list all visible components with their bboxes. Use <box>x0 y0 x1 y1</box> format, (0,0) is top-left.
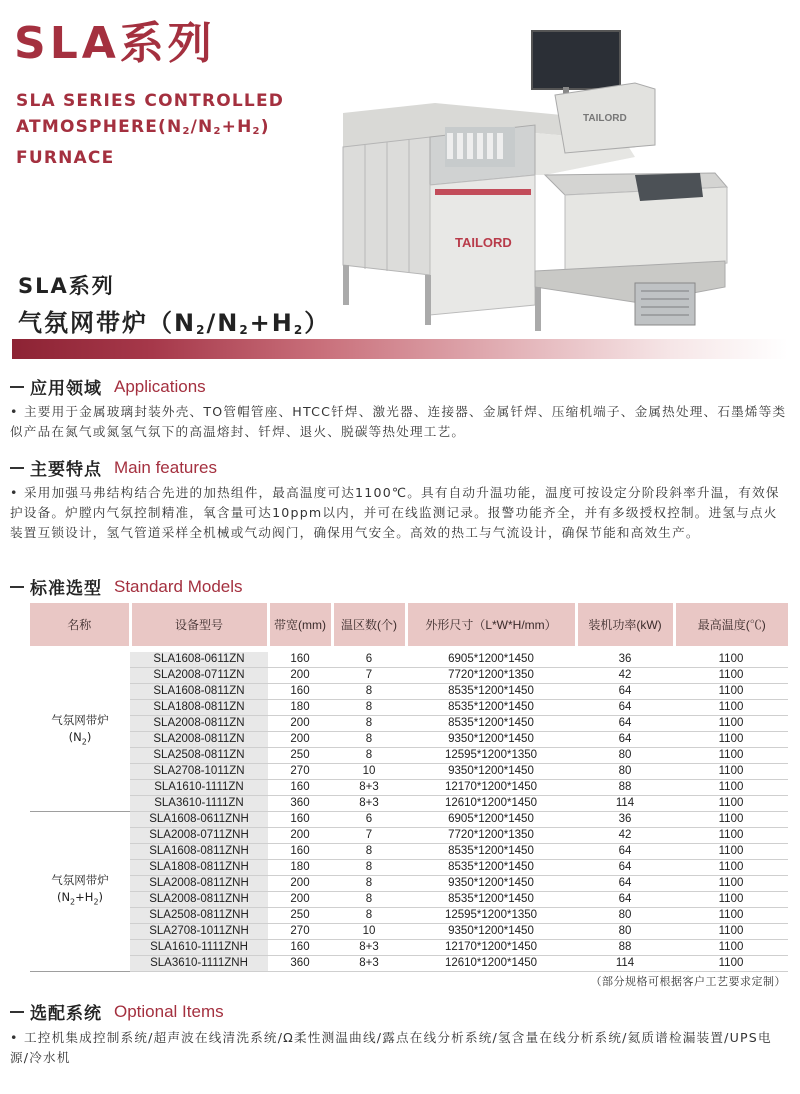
table-cell: 88 <box>576 940 674 956</box>
table-cell: 9350*1200*1450 <box>406 764 576 780</box>
table-cell: 42 <box>576 668 674 684</box>
table-cell: 1100 <box>674 812 788 828</box>
table-cell: SLA2008-0711ZN <box>130 668 268 684</box>
english-title <box>16 88 284 171</box>
product-name: 气氛网带炉$(N_2/N_2+H_2)$ <box>18 309 331 337</box>
table-row <box>30 780 788 796</box>
table-row <box>30 700 788 716</box>
table-row <box>30 844 788 860</box>
table-cell: 8535*1200*1450 <box>406 700 576 716</box>
table-cell: 12595*1200*1350 <box>406 908 576 924</box>
table-cell: 1100 <box>674 956 788 972</box>
table-cell: 1100 <box>674 796 788 812</box>
table-cell: 64 <box>576 716 674 732</box>
bullet-icon: • <box>10 404 19 419</box>
table-cell: 180 <box>268 700 332 716</box>
table-cell: 1100 <box>674 940 788 956</box>
table-cell: 8 <box>332 892 406 908</box>
table-cell: 80 <box>576 764 674 780</box>
table-cell: 200 <box>268 876 332 892</box>
section-title-en: Main features <box>114 457 217 477</box>
column-header: 装机功率(kW) <box>576 603 674 646</box>
table-cell: SLA1808-0811ZNH <box>130 860 268 876</box>
section-title-en: Standard Models <box>114 576 243 596</box>
table-cell: 6905*1200*1450 <box>406 812 576 828</box>
table-cell: 7720*1200*1350 <box>406 828 576 844</box>
table-header-row <box>30 603 788 646</box>
table-row <box>30 652 788 668</box>
column-header: 最高温度(℃) <box>674 603 788 646</box>
section-title-en: Applications <box>114 376 206 396</box>
table-cell: 8 <box>332 844 406 860</box>
table-row <box>30 828 788 844</box>
table-cell: 8+3 <box>332 940 406 956</box>
table-cell: 160 <box>268 844 332 860</box>
table-cell: 8 <box>332 716 406 732</box>
dash-icon <box>10 1011 24 1013</box>
table-cell: SLA2508-0811ZNH <box>130 908 268 924</box>
table-row <box>30 764 788 780</box>
table-cell: 1100 <box>674 860 788 876</box>
table-cell: 64 <box>576 732 674 748</box>
table-row <box>30 860 788 876</box>
table-cell: 9350*1200*1450 <box>406 732 576 748</box>
table-cell: 7720*1200*1350 <box>406 668 576 684</box>
table-cell: 180 <box>268 860 332 876</box>
table-cell: 250 <box>268 908 332 924</box>
table-cell: SLA3610-1111ZNH <box>130 956 268 972</box>
english-title-line3: FURNACE <box>16 148 115 168</box>
table-cell: 1100 <box>674 892 788 908</box>
bullet-icon: • <box>10 1030 19 1045</box>
table-cell: 8535*1200*1450 <box>406 716 576 732</box>
table-cell: 88 <box>576 780 674 796</box>
table-cell: 1100 <box>674 908 788 924</box>
table-cell: 1100 <box>674 764 788 780</box>
table-cell: 8535*1200*1450 <box>406 892 576 908</box>
table-cell: 42 <box>576 828 674 844</box>
group-name-cell: 气氛网带炉 $(N_2)$ <box>30 652 130 812</box>
table-cell: 10 <box>332 764 406 780</box>
table-cell: 6905*1200*1450 <box>406 652 576 668</box>
furnace-machine-image <box>335 25 730 343</box>
column-header: 温区数(个) <box>332 603 406 646</box>
table-cell: 8535*1200*1450 <box>406 684 576 700</box>
table-row <box>30 684 788 700</box>
table-cell: 1100 <box>674 684 788 700</box>
table-cell: 8 <box>332 684 406 700</box>
table-row <box>30 812 788 828</box>
dash-icon <box>10 386 24 388</box>
table-cell: 270 <box>268 764 332 780</box>
table-cell: SLA1608-0811ZNH <box>130 844 268 860</box>
table-cell: 6 <box>332 812 406 828</box>
table-cell: 1100 <box>674 668 788 684</box>
table-row <box>30 732 788 748</box>
section-title-en: Optional Items <box>114 1001 224 1021</box>
svg-text:TAILORD: TAILORD <box>455 235 512 250</box>
section-title-cn: 应用领域 <box>30 379 102 399</box>
table-cell: SLA1610-1111ZNH <box>130 940 268 956</box>
table-row <box>30 940 788 956</box>
table-cell: 1100 <box>674 748 788 764</box>
table-cell: 9350*1200*1450 <box>406 924 576 940</box>
table-cell: 80 <box>576 908 674 924</box>
section-models-heading <box>10 574 243 599</box>
table-cell: 360 <box>268 796 332 812</box>
table-cell: SLA2708-1011ZN <box>130 764 268 780</box>
table-cell: 160 <box>268 684 332 700</box>
table-cell: 8 <box>332 860 406 876</box>
english-title-line1: SLA SERIES CONTROLLED <box>16 91 285 111</box>
group-name-cell: 气氛网带炉 $(N_2+H_2)$ <box>30 812 130 972</box>
features-text: • 采用加强马弗结构结合先进的加热组件，最高温度可达1100℃。具有自动升温功能，温度可按设定分阶段斜率升温，有效保护设备。炉膛内气氛控制精准，氧含量可达10ppm以内，并可在线监测记录。报警功能齐全，并有多级授权控制。进氢与点火装置互锁设计，氢气管道采样全机械或气动阀门，确保用气安全。高效的热工与气流设计，确保节能和高效生产。 <box>10 485 780 540</box>
table-cell: 160 <box>268 652 332 668</box>
gradient-divider-bar <box>12 339 788 359</box>
page-title: SLA系列 <box>14 18 216 69</box>
table-cell: SLA3610-1111ZN <box>130 796 268 812</box>
table-cell: 8 <box>332 876 406 892</box>
table-row <box>30 668 788 684</box>
table-cell: 1100 <box>674 828 788 844</box>
table-cell: 64 <box>576 844 674 860</box>
table-cell: 270 <box>268 924 332 940</box>
table-row <box>30 956 788 972</box>
table-cell: SLA2008-0711ZNH <box>130 828 268 844</box>
table-cell: 1100 <box>674 700 788 716</box>
table-cell: 1100 <box>674 652 788 668</box>
table-cell: 80 <box>576 924 674 940</box>
table-cell: 114 <box>576 956 674 972</box>
table-cell: 200 <box>268 732 332 748</box>
table-cell: SLA2508-0811ZN <box>130 748 268 764</box>
table-cell: 8535*1200*1450 <box>406 860 576 876</box>
table-cell: 8+3 <box>332 796 406 812</box>
column-header: 外形尺寸（L*W*H/mm） <box>406 603 576 646</box>
table-cell: 36 <box>576 652 674 668</box>
table-cell: 9350*1200*1450 <box>406 876 576 892</box>
section-features-heading <box>10 455 217 480</box>
table-cell: 1100 <box>674 876 788 892</box>
svg-text:TAILORD: TAILORD <box>583 113 627 124</box>
table-cell: 200 <box>268 892 332 908</box>
optional-text: • 工控机集成控制系统/超声波在线清洗系统/Ω柔性测温曲线/露点在线分析系统/氢含量在线分析系统/氦质谱检漏装置/UPS电源/冷水机 <box>10 1030 772 1065</box>
table-cell: 8 <box>332 908 406 924</box>
table-row <box>30 876 788 892</box>
column-header: 设备型号 <box>130 603 268 646</box>
table-cell: 12170*1200*1450 <box>406 940 576 956</box>
table-cell: 80 <box>576 748 674 764</box>
table-cell: SLA2008-0811ZNH <box>130 892 268 908</box>
table-cell: 64 <box>576 684 674 700</box>
table-cell: 64 <box>576 892 674 908</box>
table-cell: 360 <box>268 956 332 972</box>
table-row <box>30 908 788 924</box>
table-cell: 8 <box>332 748 406 764</box>
table-cell: 64 <box>576 700 674 716</box>
section-title-cn: 标准选型 <box>30 579 102 599</box>
table-cell: 160 <box>268 812 332 828</box>
column-header: 带宽(mm) <box>268 603 332 646</box>
table-row <box>30 748 788 764</box>
bullet-icon: • <box>10 485 19 500</box>
table-note: （部分规格可根据客户工艺要求定制） <box>590 975 786 988</box>
table-cell: 12170*1200*1450 <box>406 780 576 796</box>
english-title-line2: $ATMOSPHERE(N_2/N_2+H_2)$ <box>16 117 270 137</box>
table-cell: SLA1608-0611ZNH <box>130 812 268 828</box>
table-cell: SLA1610-1111ZN <box>130 780 268 796</box>
table-cell: 1100 <box>674 780 788 796</box>
table-cell: 7 <box>332 668 406 684</box>
table-cell: 1100 <box>674 732 788 748</box>
table-cell: SLA2008-0811ZNH <box>130 876 268 892</box>
applications-text: • 主要用于金属玻璃封装外壳、TO管帽管座、HTCC钎焊、激光器、连接器、金属钎焊、压缩机端子、金属热处理、石墨烯等类似产品在氮气或氮氢气氛下的高温熔封、钎焊、退火、脱碳等热处理工艺。 <box>10 404 787 439</box>
table-cell: 7 <box>332 828 406 844</box>
table-cell: 114 <box>576 796 674 812</box>
table-cell: 64 <box>576 876 674 892</box>
section-applications-heading <box>10 374 206 399</box>
table-cell: 160 <box>268 780 332 796</box>
table-cell: 160 <box>268 940 332 956</box>
table-cell: 200 <box>268 828 332 844</box>
table-cell: 6 <box>332 652 406 668</box>
table-cell: 1100 <box>674 924 788 940</box>
table-cell: 1100 <box>674 716 788 732</box>
section-title-cn: 主要特点 <box>30 460 102 480</box>
models-table <box>30 603 788 972</box>
table-cell: 8 <box>332 732 406 748</box>
table-cell: 12595*1200*1350 <box>406 748 576 764</box>
dash-icon <box>10 586 24 588</box>
table-cell: SLA2008-0811ZN <box>130 732 268 748</box>
table-cell: 64 <box>576 860 674 876</box>
table-cell: SLA2008-0811ZN <box>130 716 268 732</box>
table-cell: 1100 <box>674 844 788 860</box>
table-cell: SLA1608-0811ZN <box>130 684 268 700</box>
table-cell: 8+3 <box>332 956 406 972</box>
series-subtitle: SLA系列 <box>18 274 115 298</box>
section-title-cn: 选配系统 <box>30 1004 102 1024</box>
table-row <box>30 796 788 812</box>
table-row <box>30 716 788 732</box>
table-cell: 8 <box>332 700 406 716</box>
table-cell: SLA1808-0811ZN <box>130 700 268 716</box>
table-cell: 200 <box>268 668 332 684</box>
table-cell: 8535*1200*1450 <box>406 844 576 860</box>
table-cell: 8+3 <box>332 780 406 796</box>
table-cell: SLA1608-0611ZN <box>130 652 268 668</box>
table-cell: 12610*1200*1450 <box>406 796 576 812</box>
table-row <box>30 924 788 940</box>
table-cell: 200 <box>268 716 332 732</box>
table-row <box>30 892 788 908</box>
table-cell: SLA2708-1011ZNH <box>130 924 268 940</box>
table-cell: 12610*1200*1450 <box>406 956 576 972</box>
table-cell: 250 <box>268 748 332 764</box>
dash-icon <box>10 467 24 469</box>
section-optional-heading <box>10 999 224 1024</box>
table-cell: 36 <box>576 812 674 828</box>
column-header: 名称 <box>30 603 130 646</box>
table-cell: 10 <box>332 924 406 940</box>
